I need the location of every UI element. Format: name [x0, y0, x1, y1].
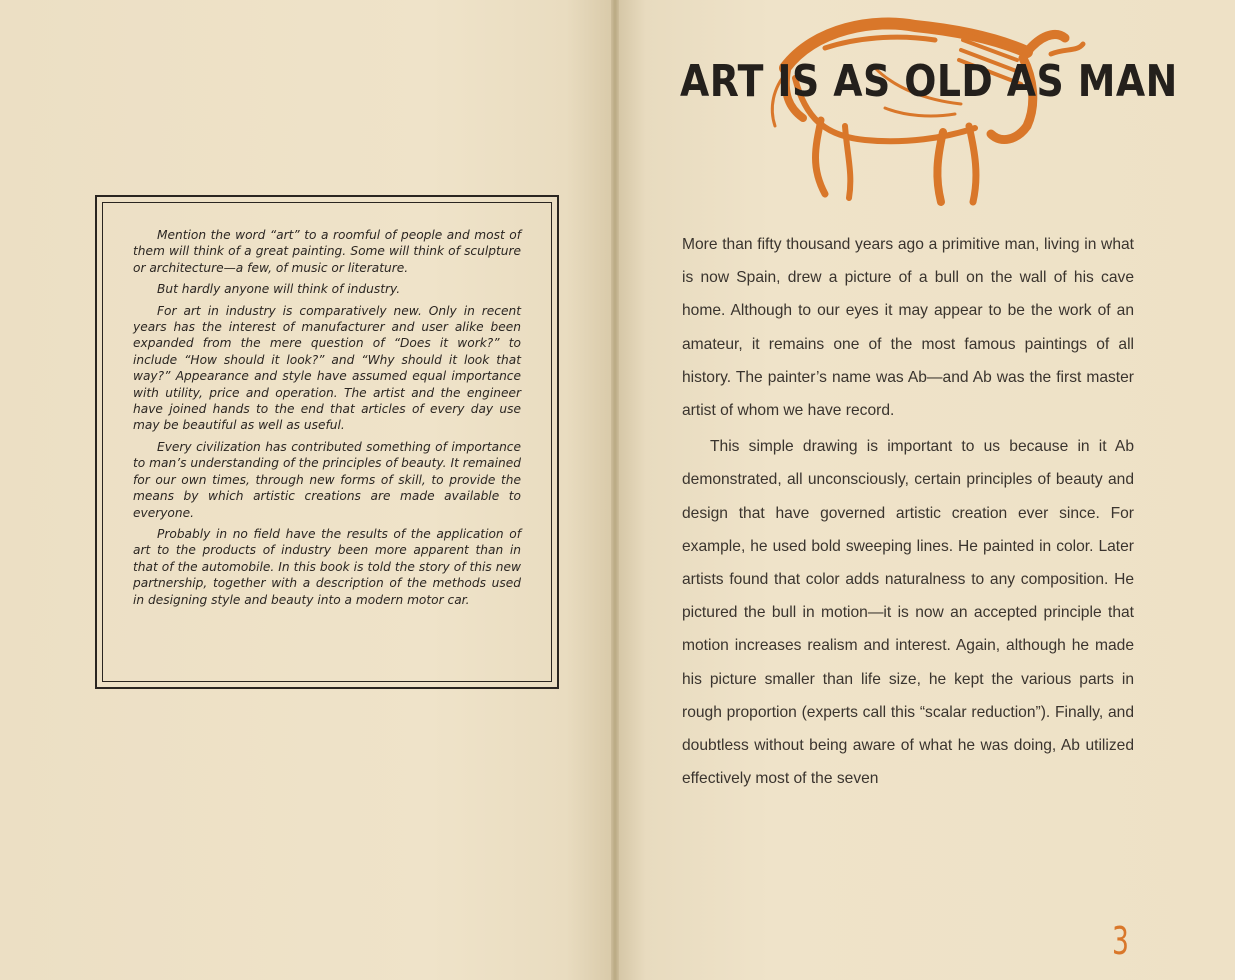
intro-paragraph: Probably in no field have the results of the application of art to the products of industry been more apparent than in that of the automobile. In this book is told the story of this new partnership, together with a description of the methods used in designing style and beauty into a modern motor car.: [133, 526, 521, 607]
intro-frame-inner: [102, 202, 552, 682]
intro-frame: [95, 195, 559, 689]
chapter-title: ART IS AS OLD AS MAN: [680, 56, 1178, 107]
body-text: [682, 228, 1134, 798]
intro-paragraph: But hardly anyone will think of industry.: [157, 282, 401, 297]
intro-paragraph: Mention the word “art” to a roomful of people and most of them will think of a great painting. Some will think of sculpture or architecture—a few, of music or literature.: [133, 228, 521, 275]
book-gutter: [611, 0, 619, 980]
intro-paragraph: Every civilization has contributed something of importance to man’s understanding of the principles of beauty. It remained for our own times, through new forms of skill, to provide the means by which artistic creations are made available to everyone.: [133, 439, 521, 520]
body-paragraph: This simple drawing is important to us because in it Ab demonstrated, all unconsciously, certain principles of beauty and design that have governed artistic creation ever since. For example, he used bold sweeping lines. He painted in color. Later artists found that color adds naturalness to any composition. He pictured the bull in motion—it is now an accepted principle that motion increases realism and interest. Again, although he made his picture smaller than life size, he kept the various parts in rough proportion (experts call this “scalar reduction”). Finally, and doubtless without being aware of what he was doing, Ab utilized effectively most of the seven: [682, 438, 1134, 788]
left-page: [0, 0, 615, 980]
intro-paragraph: For art in industry is comparatively new. Only in recent years has the interest of manufacturer and user alike been expanded from the mere question of “Does it work?” to include “How should it look?” and “Why should it look that way?” Appearance and style have assumed equal importance with utility, price and operation. The artist and the engineer have joined hands to the end that articles of every day use may be beautiful as well as useful.: [133, 303, 521, 433]
body-paragraph: More than fifty thousand years ago a primitive man, living in what is now Spain, drew a picture of a bull on the wall of his cave home. Although to our eyes it may appear to be the work of an amateur, it remains one of the most famous paintings of all history. The painter’s name was Ab—and Ab was the first master artist of whom we have record.: [682, 236, 1134, 420]
page-number: 3: [1112, 919, 1129, 963]
